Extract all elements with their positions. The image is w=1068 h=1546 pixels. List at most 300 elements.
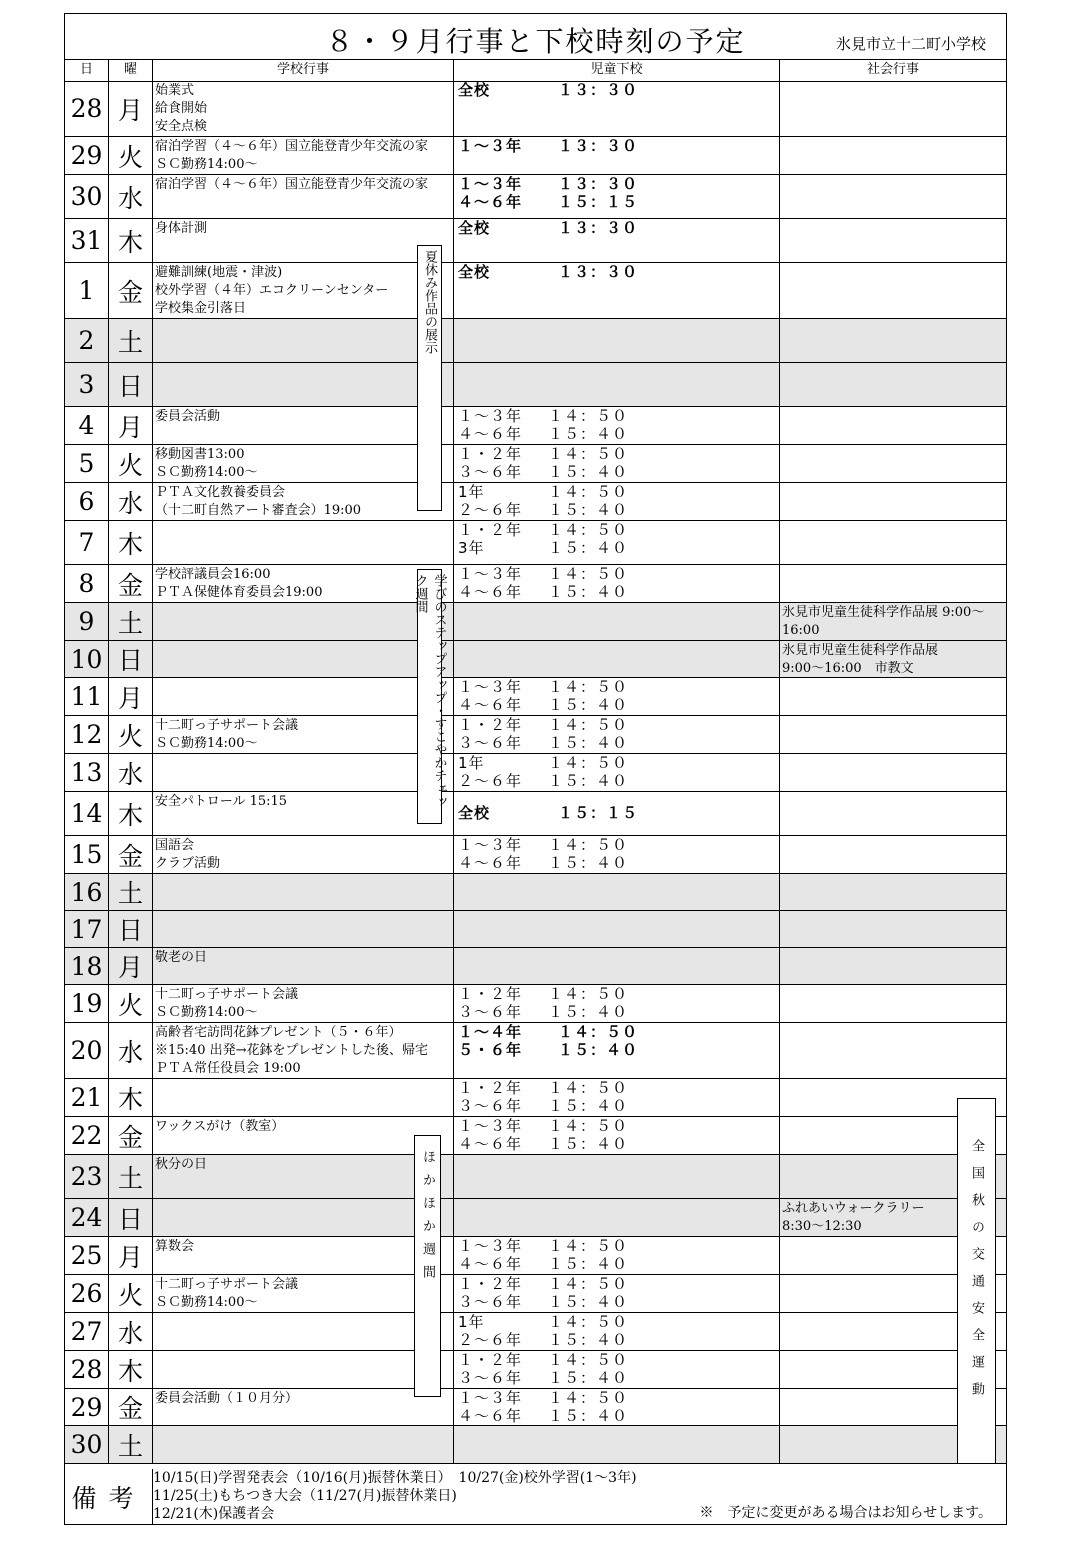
social-cell [780, 81, 1006, 136]
day-cell: 24 [65, 1199, 109, 1236]
table-row [65, 1155, 1006, 1199]
day-cell: 13 [65, 754, 109, 791]
dismissal-time: １５：４０ [548, 1097, 629, 1115]
grade-label: ２～６年 [458, 501, 523, 519]
weekday-cell: 月 [109, 678, 153, 715]
social-cell [780, 716, 1006, 753]
event-line: ＳＣ勤務14:00～ [155, 157, 258, 172]
event-line: ＰＴＡ文化教養委員会 [155, 485, 286, 500]
dismissal-line [458, 1079, 775, 1097]
event-line: 国語会 [155, 838, 195, 853]
dismissal-line [458, 1331, 775, 1349]
weekday-cell: 火 [109, 445, 153, 482]
table-row [65, 1389, 1006, 1426]
dismissal-line [458, 1097, 775, 1115]
traffic-safety-period [957, 1098, 996, 1464]
table-row [65, 1199, 1006, 1237]
dismissal-line [458, 1275, 775, 1293]
dismissal-time: １４：５０ [548, 521, 629, 539]
events-cell [153, 1237, 454, 1274]
social-cell [780, 137, 1006, 174]
dismissal-cell [454, 407, 780, 444]
dismissal-line [458, 193, 775, 211]
dismissal-cell [454, 678, 780, 715]
table-row [65, 1079, 1006, 1117]
events-cell [153, 219, 454, 262]
grade-label: 1年 [458, 1313, 485, 1331]
table-row [65, 716, 1006, 754]
grade-label: １～３年 [458, 407, 523, 425]
grade-label: ５・６年 [458, 1041, 523, 1059]
table-row [65, 1117, 1006, 1155]
dismissal-line [458, 754, 775, 772]
table-row [65, 1237, 1006, 1275]
dismissal-time: １５：４０ [548, 696, 629, 714]
dismissal-line [458, 407, 775, 425]
dismissal-line [458, 1237, 775, 1255]
dismissal-time: １４：５０ [548, 1313, 629, 1331]
day-cell: 10 [65, 641, 109, 677]
day-cell: 30 [65, 175, 109, 218]
weekday-cell: 金 [109, 565, 153, 602]
dismissal-time: １４：５０ [548, 1117, 629, 1135]
grade-label: ２～６年 [458, 1331, 523, 1349]
day-cell: 29 [65, 137, 109, 174]
dismissal-cell [454, 1237, 780, 1274]
dismissal-line [458, 1117, 775, 1135]
dismissal-line [458, 425, 775, 443]
event-line: 委員会活動（１０月分） [155, 1391, 299, 1406]
day-cell: 17 [65, 911, 109, 947]
weekday-cell: 金 [109, 1389, 153, 1425]
events-cell [153, 1155, 454, 1198]
day-cell: 19 [65, 985, 109, 1022]
table-row [65, 263, 1006, 319]
day-cell: 20 [65, 1023, 109, 1078]
dismissal-cell [454, 1351, 780, 1388]
day-cell: 27 [65, 1313, 109, 1350]
day-cell: 18 [65, 948, 109, 984]
dismissal-line [458, 836, 775, 854]
dismissal-time: １５：１５ [558, 804, 639, 822]
events-cell [153, 874, 454, 910]
event-line: 十二町っ子サポート会議 [155, 1277, 299, 1292]
grade-label: ３～６年 [458, 1293, 523, 1311]
dismissal-time: １５：４０ [548, 1135, 629, 1153]
weekday-cell: 土 [109, 874, 153, 910]
social-cell [780, 1023, 1006, 1078]
grade-label: 3年 [458, 539, 485, 557]
dismissal-time: １５：４０ [548, 583, 629, 601]
day-cell: 31 [65, 219, 109, 262]
weekday-cell: 土 [109, 1155, 153, 1198]
dismissal-cell [454, 1426, 780, 1463]
dismissal-cell [454, 483, 780, 520]
dismissal-cell [454, 263, 780, 318]
event-line: クラブ活動 [155, 856, 221, 871]
events-cell [153, 1351, 454, 1388]
weekday-cell: 月 [109, 81, 153, 136]
dismissal-line [458, 804, 775, 822]
dismissal-cell [454, 175, 780, 218]
table-row [65, 678, 1006, 716]
table-row [65, 1275, 1006, 1313]
dismissal-time: １５：４０ [548, 734, 629, 752]
grade-label: １～４年 [458, 1023, 523, 1041]
table-row [65, 565, 1006, 603]
summer-display-period [417, 245, 442, 511]
social-event-line: 9:00～16:00 市教文 [782, 661, 914, 676]
school-name: 氷見市立十二町小学校 [835, 35, 986, 53]
grade-label: ４～６年 [458, 1135, 523, 1153]
dismissal-time: １３：３０ [558, 175, 639, 193]
table-row [65, 521, 1006, 565]
table-row [65, 1313, 1006, 1351]
social-cell [780, 911, 1006, 947]
table-row [65, 81, 1006, 137]
table-row [65, 792, 1006, 836]
event-line: ＳＣ勤務14:00～ [155, 1005, 258, 1020]
table-row [65, 985, 1006, 1023]
dismissal-cell [454, 603, 780, 640]
dismissal-cell [454, 521, 780, 564]
day-cell: 28 [65, 81, 109, 136]
dismissal-cell [454, 319, 780, 362]
table-row [65, 1426, 1006, 1464]
dismissal-line [458, 1313, 775, 1331]
events-cell [153, 445, 454, 482]
grade-label: １・２年 [458, 985, 523, 1003]
dismissal-cell [454, 1313, 780, 1350]
dismissal-time: １３：３０ [558, 219, 639, 237]
events-cell [153, 1079, 454, 1116]
event-line: 避難訓練(地震・津波) [155, 265, 283, 280]
day-cell: 7 [65, 521, 109, 564]
weekday-cell: 月 [109, 948, 153, 984]
day-cell: 9 [65, 603, 109, 640]
event-line: 十二町っ子サポート会議 [155, 718, 299, 733]
table-row [65, 319, 1006, 363]
dismissal-cell [454, 1199, 780, 1236]
weekday-cell: 日 [109, 641, 153, 677]
table-row [65, 1351, 1006, 1389]
column-header-row [65, 59, 1006, 82]
event-line: ＰＴＡ常任役員会 19:00 [155, 1061, 301, 1076]
day-cell: 11 [65, 678, 109, 715]
event-line: ＳＣ勤務14:00～ [155, 1295, 258, 1310]
event-line: 学校集金引落日 [155, 301, 247, 316]
weekday-cell: 木 [109, 219, 153, 262]
summer-display-label: 夏休み作品の展示 [422, 250, 437, 354]
table-row [65, 874, 1006, 911]
grade-label: ３～６年 [458, 1097, 523, 1115]
col-header-events: 学校行事 [153, 59, 454, 81]
dismissal-line [458, 137, 775, 155]
weekday-cell: 月 [109, 407, 153, 444]
grade-label: １～３年 [458, 1117, 523, 1135]
weekday-cell: 火 [109, 716, 153, 753]
dismissal-time: １４：５０ [548, 407, 629, 425]
event-line: ＰＴＡ保健体育委員会19:00 [155, 585, 323, 600]
events-cell [153, 948, 454, 984]
dismissal-line [458, 985, 775, 1003]
dismissal-line [458, 445, 775, 463]
weekday-cell: 木 [109, 521, 153, 564]
social-cell [780, 565, 1006, 602]
social-cell [780, 219, 1006, 262]
grade-label: ３～６年 [458, 1369, 523, 1387]
event-line: 移動図書13:00 [155, 447, 245, 462]
events-cell [153, 175, 454, 218]
social-cell [780, 175, 1006, 218]
events-cell [153, 911, 454, 947]
dismissal-cell [454, 219, 780, 262]
event-line: 秋分の日 [155, 1157, 208, 1172]
weekday-cell: 水 [109, 175, 153, 218]
social-cell [780, 407, 1006, 444]
social-cell [780, 985, 1006, 1022]
events-cell [153, 407, 454, 444]
events-cell [153, 319, 454, 362]
hokahoka-week-label: ほかほか週間 [420, 1150, 435, 1288]
note-line: 11/25(土)もちつき大会（11/27(月)振替休業日) [153, 1488, 457, 1504]
dismissal-cell [454, 1079, 780, 1116]
hokahoka-week-period [414, 1135, 441, 1397]
dismissal-line [458, 1389, 775, 1407]
social-event-line: 16:00 [782, 623, 820, 638]
dismissal-line [458, 219, 775, 237]
events-cell [153, 641, 454, 677]
traffic-safety-label: 全国秋の交通安全運動 [969, 1139, 984, 1409]
dismissal-line [458, 716, 775, 734]
grade-label: １・２年 [458, 716, 523, 734]
title-row [65, 14, 1006, 60]
dismissal-time: １５：４０ [548, 1331, 629, 1349]
day-cell: 21 [65, 1079, 109, 1116]
weekday-cell: 火 [109, 137, 153, 174]
grade-label: １～３年 [458, 175, 523, 193]
dismissal-time: １５：４０ [548, 463, 629, 481]
day-cell: 3 [65, 363, 109, 406]
social-cell [780, 678, 1006, 715]
day-cell: 4 [65, 407, 109, 444]
notes-body [153, 1469, 637, 1523]
dismissal-line [458, 1041, 775, 1059]
dismissal-cell [454, 716, 780, 753]
events-cell [153, 1199, 454, 1236]
table-row [65, 483, 1006, 521]
events-cell [153, 603, 454, 640]
day-cell: 14 [65, 792, 109, 835]
day-cell: 28 [65, 1351, 109, 1388]
social-cell [780, 836, 1006, 873]
col-header-social: 社会行事 [866, 62, 919, 77]
social-event-line: 氷見市児童生徒科学作品展 [782, 643, 939, 658]
grade-label: 全校 [458, 263, 491, 281]
social-event-line: ふれあいウォークラリー [782, 1201, 925, 1216]
dismissal-line [458, 1351, 775, 1369]
grade-label: ２～６年 [458, 772, 523, 790]
table-row [65, 175, 1006, 219]
day-cell: 1 [65, 263, 109, 318]
dismissal-line [458, 1369, 775, 1387]
day-cell: 29 [65, 1389, 109, 1425]
dismissal-time: １５：４０ [548, 1293, 629, 1311]
dismissal-time: １５：４０ [548, 1369, 629, 1387]
weekday-cell: 土 [109, 603, 153, 640]
event-line: 十二町っ子サポート会議 [155, 987, 299, 1002]
dismissal-cell [454, 1389, 780, 1425]
grade-label: １～３年 [458, 1389, 523, 1407]
events-cell [153, 792, 454, 835]
weekday-cell: 火 [109, 1275, 153, 1312]
events-cell [153, 565, 454, 602]
dismissal-line [458, 734, 775, 752]
social-cell [780, 603, 1006, 640]
dismissal-cell [454, 874, 780, 910]
dismissal-time: １５：１５ [558, 193, 639, 211]
dismissal-line [458, 175, 775, 193]
events-cell [153, 1023, 454, 1078]
event-line: 宿泊学習（４～６年）国立能登青少年交流の家 [155, 139, 429, 154]
dismissal-cell [454, 363, 780, 406]
social-event-line: 氷見市児童生徒科学作品展 9:00～ [782, 605, 985, 620]
table-row [65, 219, 1006, 263]
weekday-cell: 日 [109, 911, 153, 947]
grade-label: 全校 [458, 219, 491, 237]
weekday-cell: 木 [109, 1079, 153, 1116]
event-line: 宿泊学習（４～６年）国立能登青少年交流の家 [155, 177, 429, 192]
events-cell [153, 716, 454, 753]
col-header-day: 日 [65, 59, 109, 81]
note-line: 10/15(日)学習発表会（10/16(月)振替休業日） 10/27(金)校外学習(1～3年) [153, 1470, 637, 1486]
grade-label: ４～６年 [458, 193, 523, 211]
weekday-cell: 土 [109, 319, 153, 362]
dismissal-cell [454, 1023, 780, 1078]
weekday-cell: 月 [109, 1237, 153, 1274]
grade-label: 1年 [458, 754, 485, 772]
table-row [65, 836, 1006, 874]
dismissal-cell [454, 754, 780, 791]
dismissal-line [458, 678, 775, 696]
dismissal-line [458, 1023, 775, 1041]
dismissal-time: １４：５０ [548, 1275, 629, 1293]
event-line: 高齢者宅訪問花鉢プレゼント（５・６年） [155, 1025, 402, 1040]
day-cell: 30 [65, 1426, 109, 1463]
grade-label: １・２年 [458, 521, 523, 539]
dismissal-cell [454, 81, 780, 136]
event-line: 安全パトロール 15:15 [155, 794, 288, 809]
dismissal-cell [454, 1155, 780, 1198]
day-cell: 12 [65, 716, 109, 753]
dismissal-line [458, 463, 775, 481]
day-cell: 23 [65, 1155, 109, 1198]
col-header-weekday: 曜 [109, 59, 153, 81]
grade-label: ４～６年 [458, 854, 523, 872]
grade-label: ４～６年 [458, 696, 523, 714]
events-cell [153, 836, 454, 873]
dismissal-time: １５：４０ [548, 854, 629, 872]
dismissal-line [458, 501, 775, 519]
dismissal-time: １５：４０ [548, 425, 629, 443]
grade-label: １・２年 [458, 1351, 523, 1369]
weekday-cell: 火 [109, 985, 153, 1022]
event-line: 委員会活動 [155, 409, 221, 424]
social-cell [780, 521, 1006, 564]
day-cell: 2 [65, 319, 109, 362]
grade-label: １・２年 [458, 445, 523, 463]
table-row [65, 137, 1006, 175]
social-cell [780, 754, 1006, 791]
day-cell: 26 [65, 1275, 109, 1312]
event-line: （十二町自然アート審査会）19:00 [155, 503, 362, 518]
social-cell [780, 445, 1006, 482]
grade-label: 全校 [458, 81, 491, 99]
dismissal-time: １５：４０ [548, 501, 629, 519]
dismissal-line [458, 696, 775, 714]
dismissal-line [458, 1255, 775, 1273]
dismissal-time: １４：５０ [548, 985, 629, 1003]
weekday-cell: 水 [109, 1313, 153, 1350]
events-cell [153, 263, 454, 318]
social-cell [780, 874, 1006, 910]
grade-label: ４～６年 [458, 1407, 523, 1425]
dismissal-line [458, 772, 775, 790]
dismissal-time: １４：５０ [548, 836, 629, 854]
event-line: 給食開始 [155, 101, 208, 116]
grade-label: １～３年 [458, 836, 523, 854]
event-line: ＳＣ勤務14:00～ [155, 736, 258, 751]
grade-label: ４～６年 [458, 583, 523, 601]
dismissal-line [458, 854, 775, 872]
dismissal-cell [454, 836, 780, 873]
grade-label: 1年 [458, 483, 485, 501]
dismissal-cell [454, 445, 780, 482]
day-cell: 22 [65, 1117, 109, 1154]
col-header-dismissal: 児童下校 [454, 59, 780, 81]
social-cell [780, 483, 1006, 520]
grade-label: ４～６年 [458, 1255, 523, 1273]
weekday-cell: 土 [109, 1426, 153, 1463]
dismissal-time: １５：４０ [548, 772, 629, 790]
social-cell [780, 948, 1006, 984]
events-cell [153, 1117, 454, 1154]
dismissal-line [458, 483, 775, 501]
events-cell [153, 1426, 454, 1463]
event-line: 敬老の日 [155, 950, 208, 965]
grade-label: ３～６年 [458, 463, 523, 481]
dismissal-cell [454, 911, 780, 947]
dismissal-line [458, 81, 775, 99]
dismissal-line [458, 1003, 775, 1021]
dismissal-cell [454, 985, 780, 1022]
dismissal-cell [454, 641, 780, 677]
learning-week-period [412, 569, 447, 824]
dismissal-line [458, 263, 775, 281]
dismissal-time: １４：５０ [548, 1351, 629, 1369]
dismissal-line [458, 1407, 775, 1425]
dismissal-time: １５：４０ [558, 1041, 639, 1059]
day-cell: 25 [65, 1237, 109, 1274]
change-disclaimer: ※ 予定に変更がある場合はお知らせします。 [699, 1505, 992, 1521]
day-cell: 6 [65, 483, 109, 520]
grade-label: １・２年 [458, 1275, 523, 1293]
weekday-cell: 水 [109, 483, 153, 520]
weekday-cell: 水 [109, 754, 153, 791]
events-cell [153, 483, 454, 520]
dismissal-cell [454, 948, 780, 984]
grade-label: ４～６年 [458, 425, 523, 443]
